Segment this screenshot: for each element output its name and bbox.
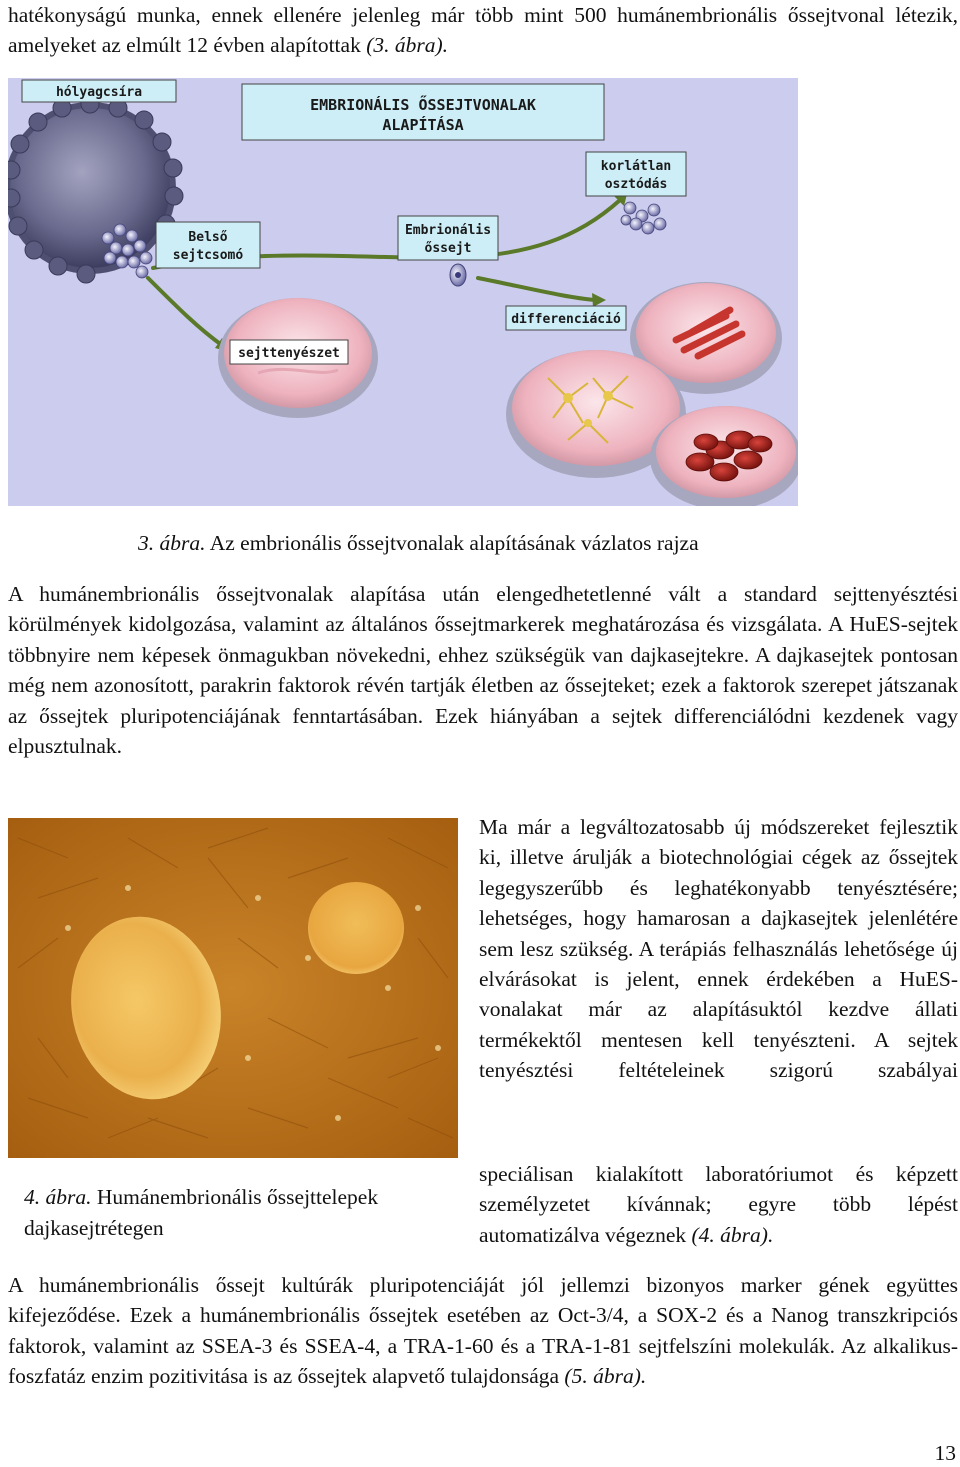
label-embryonic-stem-cell-line-1: Embrionális: [404, 223, 492, 238]
figure-4-reference: (4. ábra).: [691, 1222, 774, 1247]
figure-3-caption-text: Az embrionális őssejtvonalak alapításának vázlatos rajza: [209, 531, 699, 555]
label-title: [242, 84, 604, 140]
label-embryonic-stem-cell-line-2: őssejt: [424, 241, 472, 256]
title-line-1: EMBRIONÁLIS ŐSSEJTVONALAK: [310, 96, 536, 114]
figure-4-caption: [24, 1182, 454, 1244]
side-text-block-2: [479, 1159, 958, 1250]
figure-3-diagram: [8, 78, 798, 506]
paragraph-2: A humánembrionális őssejtvonalak alapítása után elengedhetetlenné vált a standard sejttenyésztési körülmények kidolgozása, valamint az általános őssejtmarkerek meghatározása és vizsgálata. A HuES-sejtek többnyire nem képesek önmagukban növekedni, ehhez szükségük van dajkasejtekre. A dajkasejtek pontosan még nem azonosított, parakrin faktorok révén tartják életben az őssejteket; ezek a faktorok szerepet játszanak az őssejtek pluripotenciájának fenntartásában. Ezek hiányában a sejtek differenciálódni kezdenek vagy elpusztulnak.: [8, 582, 958, 759]
label-embryonic-stem-cell: [398, 216, 498, 260]
label-differentiation-text: differenciáció: [511, 312, 621, 327]
page-number: 13: [934, 1441, 956, 1465]
label-unlimited-division-line-2: osztódás: [604, 177, 668, 192]
label-blastocyst-text: hólyagcsíra: [55, 85, 143, 100]
figure-4-micrograph: [8, 818, 458, 1158]
figure-3-caption: [138, 528, 699, 558]
paragraph-1-text: hatékonyságú munka, ennek ellenére jelenleg már több mint 500 humánembrionális őssejtvonal létezik, amelyeket az elmúlt 12 évben alapítottak: [8, 3, 958, 58]
side-text-block-2-text: speciálisan kialakított laboratóriumot és képzett személyzetet kívánnak; egyre több lépést automatizálva végeznek: [479, 1162, 958, 1247]
label-cell-culture: [230, 340, 348, 364]
stem-cell-colony-small: [308, 882, 404, 974]
label-differentiation: [506, 306, 626, 330]
label-unlimited-division-line-1: korlátlan: [600, 159, 672, 174]
label-cell-culture-text: sejttenyészet: [238, 346, 340, 361]
label-blastocyst: [22, 80, 176, 102]
label-inner-cell-mass: [156, 222, 260, 268]
figure-3-caption-number: 3. ábra.: [138, 531, 206, 555]
paragraph-3-text: A humánembrionális őssejt kultúrák pluripotenciáját jól jellemzi bizonyos marker gének együttes kifejeződése. Ezek a humánembrionális őssejtek esetében az Oct-3/4, a SOX-2 és a Nanog transzkripciós faktorok, valamint az SSEA-3 és SSEA-4, a TRA-1-60 és a TRA-1-81 sejtfelszíni molekulák. Az alkalikus-foszfatáz enzim pozitivitása is az őssejtek alapvető tulajdonsága: [8, 1273, 958, 1389]
side-text-block-1: Ma már a legváltozatosabb új módszereket fejlesztik ki, illetve árulják a biotechnológiai cégek az őssejtek legegyszerűbb és leghatékonyabb tenyésztésére; lehetséges, hogy hamarosan a dajkasejtek jelenlétére sem lesz szükség. A terápiás felhasználás lehetősége új elvárásokat is jelent, ennek érdekében a HuES-vonalakat már az alapításuktól kezdve állati termékektől mentesen kell tenyészteni. A sejtek tenyésztési feltételeinek szigorú szabályai: [479, 815, 958, 1083]
paragraph-3: [8, 1270, 958, 1392]
label-inner-cell-mass-line-2: sejtcsomó: [172, 248, 244, 263]
figure-5-reference: (5. ábra).: [564, 1364, 647, 1389]
paragraph-1: [8, 0, 958, 61]
figure-4-caption-number: 4. ábra.: [24, 1185, 92, 1209]
title-line-2: ALAPÍTÁSA: [382, 116, 464, 134]
label-unlimited-division: [586, 152, 686, 196]
label-inner-cell-mass-line-1: Belső: [188, 230, 228, 245]
stem-cell-illustration: [450, 264, 466, 286]
figure-4-caption-text: Humánembrionális őssejttelepek dajkasejtrétegen: [24, 1185, 379, 1240]
figure-3-reference: (3. ábra).: [366, 33, 449, 58]
